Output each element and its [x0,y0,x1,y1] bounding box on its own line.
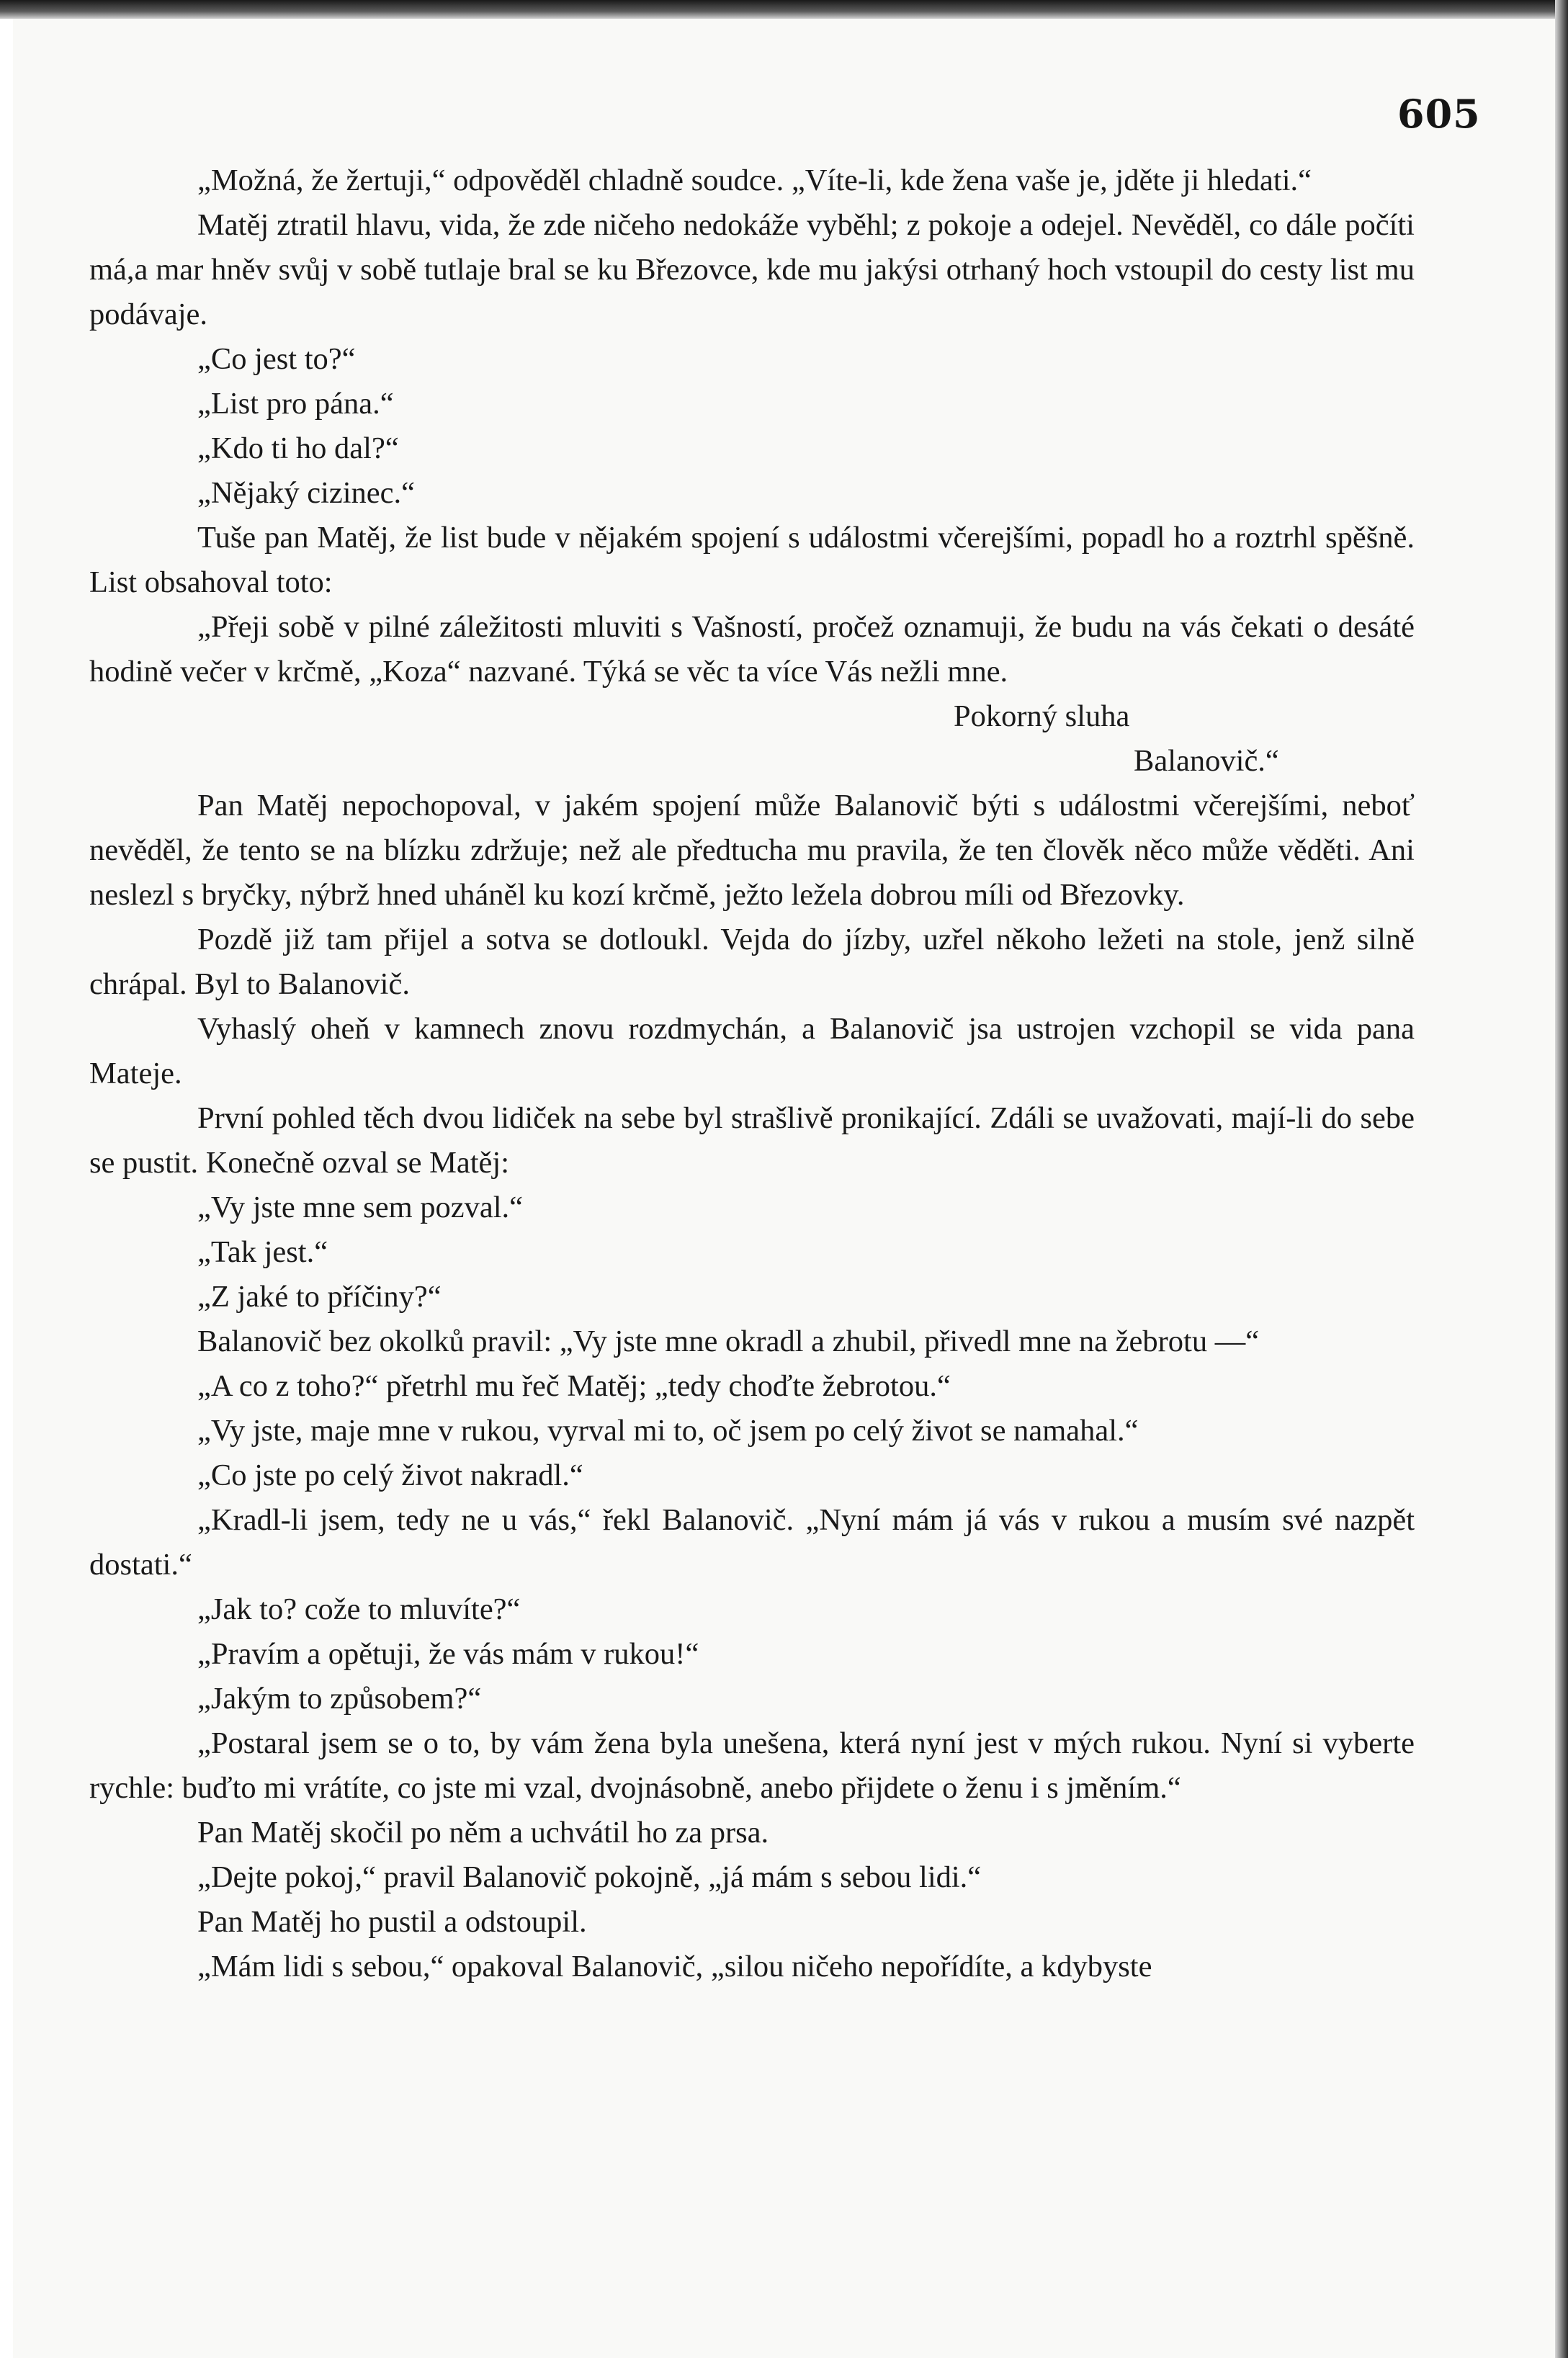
paragraph: Pan Matěj ho pustil a odstoupil. [197,1905,587,1939]
paragraph: Matěj ztratil hlavu, vida, že zde ničeho nedokáže vyběhl; z pokoje a odejel. Nevěděl, co dále počíti má,a mar hněv svůj v sobě tutlaje bral se ku Březovce, kde mu jakýsi otrhaný hoch vstoupil do cesty list mu podávaje. [89,208,1415,331]
paragraph: „Jak to? cože to mluvíte?“ [197,1592,521,1626]
paragraph: „Možná, že žertuji,“ odpověděl chladně soudce. „Víte-li, kde žena vaše je, jděte ji hledati.“ [197,163,1312,197]
paragraph: Pan Matěj nepochopoval, v jakém spojení může Balanovič býti s událostmi včerejšími, neboť nevěděl, že tento se na blízku zdržuje; než ale předtucha mu pravila, že ten člověk něco může věděti. Ani neslezl s bryčky, nýbrž hned uháněl ku kozí krčmě, ježto ležela dobrou míli od Březovky. [89,789,1415,912]
signature-line: Balanovič.“ [1134,744,1279,778]
paragraph: „Vy jste, maje mne v rukou, vyrval mi to, oč jsem po celý život se namahal.“ [197,1414,1139,1448]
paragraph: „Tak jest.“ [197,1235,328,1269]
page-number: 605 [1397,91,1481,137]
paragraph: „Jakým to způsobem?“ [197,1682,482,1716]
paragraph: „Vy jste mne sem pozval.“ [197,1191,524,1224]
paragraph: „Přeji sobě v pilné záležitosti mluviti s Vašností, pročež oznamuji, že budu na vás čekati o desáté hodině večer v krčmě, „Koza“ nazvané. Týká se věc ta více Vás nežli mne. [89,610,1415,689]
paragraph: „Co jest to?“ [197,342,356,376]
paragraph: „List pro pána.“ [197,387,394,421]
page-body-text [89,158,1415,1989]
paragraph: „Postaral jsem se o to, by vám žena byla unešena, která nyní jest v mých rukou. Nyní si vyberte rychle: buďto mi vrátíte, co jste mi vzal, dvojnásobně, anebo přijdete o ženu i s jměním.“ [89,1726,1415,1805]
paragraph: Tuše pan Matěj, že list bude v nějakém spojení s událostmi včerejšími, popadl ho a roztrhl spěšně. List obsahoval toto: [89,521,1415,599]
paragraph: „Kdo ti ho dal?“ [197,431,399,465]
paragraph: „Mám lidi s sebou,“ opakoval Balanovič, „silou ničeho nepořídíte, a kdybyste [197,1950,1152,1983]
paragraph: „Co jste po celý život nakradl.“ [197,1458,583,1492]
paragraph: „Nějaký cizinec.“ [197,476,416,510]
paragraph: „Z jaké to příčiny?“ [197,1280,442,1314]
signature-line: Pokorný sluha [954,699,1130,733]
paragraph: Balanovič bez okolků pravil: „Vy jste mne okradl a zhubil, přivedl mne na žebrotu —“ [197,1324,1260,1358]
paragraph: První pohled těch dvou lidiček na sebe byl strašlivě pronikající. Zdáli se uvažovati, mají-li do sebe se pustit. Konečně ozval se Matěj: [89,1101,1415,1180]
scan-right-edge [1555,0,1568,2358]
paragraph: Pan Matěj skočil po něm a uchvátil ho za prsa. [197,1816,769,1850]
paragraph: „Dejte pokoj,“ pravil Balanovič pokojně, „já mám s sebou lidi.“ [197,1860,982,1894]
paragraph: Pozdě již tam přijel a sotva se dotloukl. Vejda do jízby, uzřel někoho ležeti na stole, jenž silně chrápal. Byl to Balanovič. [89,923,1415,1001]
scan-top-edge [0,0,1568,19]
paragraph: „Pravím a opětuji, že vás mám v rukou!“ [197,1637,699,1671]
paragraph: Vyhaslý oheň v kamnech znovu rozdmychán, a Balanovič jsa ustrojen vzchopil se vida pana Mateje. [89,1012,1415,1090]
paragraph: „A co z toho?“ přetrhl mu řeč Matěj; „tedy choďte žebrotou.“ [197,1369,951,1403]
paragraph: „Kradl-li jsem, tedy ne u vás,“ řekl Balanovič. „Nyní mám já vás v rukou a musím své nazpět dostati.“ [89,1503,1415,1582]
